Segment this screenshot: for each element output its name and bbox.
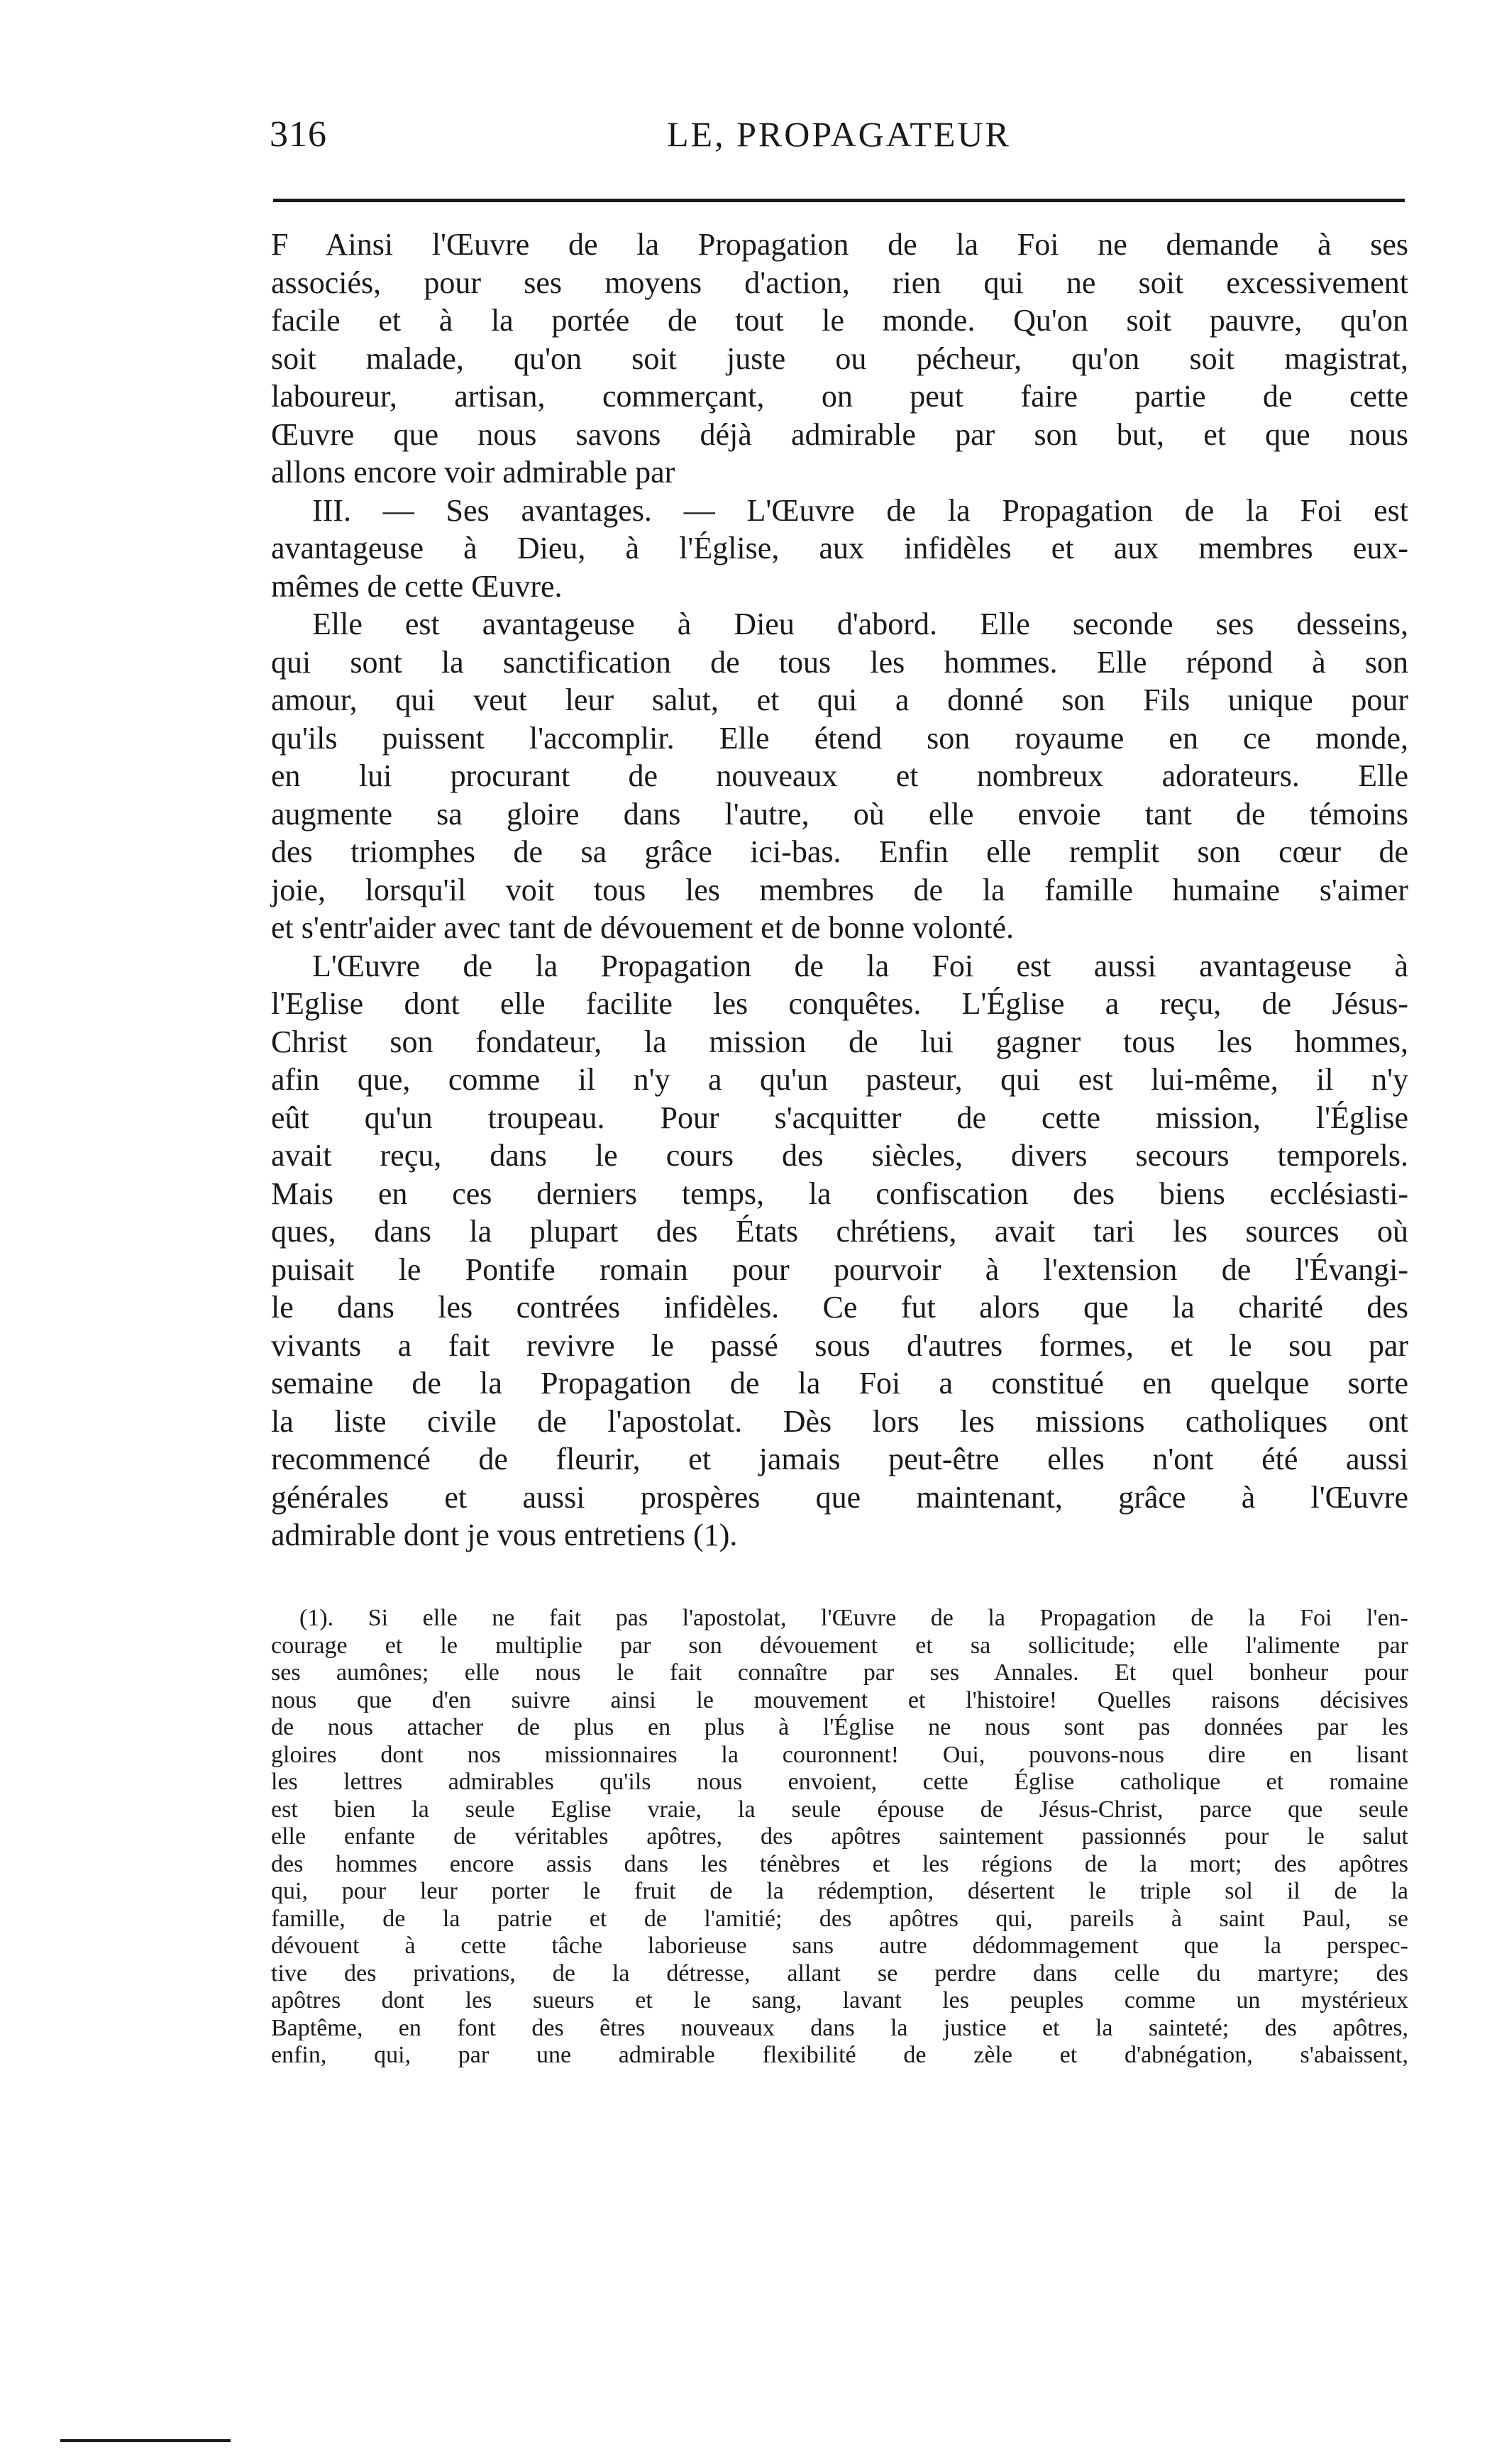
footnote-line: des hommes encore assis dans les ténèbres et les régions de la mort; des apôtres [271, 1850, 1408, 1877]
footnote-line: ses aumônes; elle nous le fait connaître par ses Annales. Et quel bonheur pour [271, 1659, 1408, 1686]
footnote-line: tive des privations, de la détresse, allant se perdre dans celle du martyre; des [271, 1960, 1408, 1987]
text-line: avait reçu, dans le cours des siècles, divers secours temporels. [271, 1138, 1408, 1173]
footnote-line: de nous attacher de plus en plus à l'Église ne nous sont pas données par les [271, 1714, 1408, 1740]
text-line: Christ son fondateur, la mission de lui gagner tous les hommes, [271, 1024, 1408, 1059]
text-line: eût qu'un troupeau. Pour s'acquitter de cette mission, l'Église [271, 1100, 1408, 1135]
footnote-line: nous que d'en suivre ainsi le mouvement et l'histoire! Quelles raisons décisives [271, 1686, 1408, 1713]
text-line: puisait le Pontife romain pour pourvoir à l'extension de l'Évangi- [271, 1252, 1408, 1287]
running-title: LE, PROPAGATEUR [667, 114, 1011, 154]
text-line: afin que, comme il n'y a qu'un pasteur, qui est lui-même, il n'y [271, 1062, 1408, 1097]
text-line: qu'ils puissent l'accomplir. Elle étend son royaume en ce monde, [271, 720, 1408, 756]
footnote-line: les lettres admirables qu'ils nous envoient, cette Église catholique et romaine [271, 1769, 1408, 1795]
footnote-line: apôtres dont les sueurs et le sang, lavant les peuples comme un mystérieux [271, 1987, 1408, 2013]
text-line: associés, pour ses moyens d'action, rien qui ne soit excessivement [271, 265, 1408, 300]
footnote-line: enfin, qui, par une admirable flexibilité de zèle et d'abnégation, s'abaissent, [271, 2042, 1408, 2068]
text-line: Œuvre que nous savons déjà admirable par son but, et que nous [271, 416, 1408, 452]
footnote-line: Baptême, en font des êtres nouveaux dans la justice et la sainteté; des apôtres, [271, 2014, 1408, 2041]
footnote-line: qui, pour leur porter le fruit de la rédemption, désertent le triple sol il de la [271, 1878, 1408, 1904]
text-line: avantageuse à Dieu, à l'Église, aux infidèles et aux membres eux- [271, 531, 1408, 565]
section-heading-line: III. — Ses avantages. — L'Œuvre de la Propagation de la Foi est [312, 492, 1408, 528]
text-line: allons encore voir admirable par [271, 455, 675, 490]
text-line: facile et à la portée de tout le monde. Qu'on soit pauvre, qu'on [271, 303, 1408, 338]
main-text [271, 226, 1408, 1554]
footnote-line: est bien la seule Eglise vraie, la seule épouse de Jésus-Christ, parce que seule [271, 1796, 1408, 1823]
text-line: amour, qui veut leur salut, et qui a donné son Fils unique pour [271, 683, 1408, 717]
footnote-line: elle enfante de véritables apôtres, des apôtres saintement passionnés pour le salut [271, 1823, 1408, 1850]
bottom-rule [60, 2439, 231, 2442]
text-line: admirable dont je vous entretiens (1). [271, 1518, 738, 1552]
text-line: F Ainsi l'Œuvre de la Propagation de la Foi ne demande à ses [271, 227, 1408, 262]
text-line: le dans les contrées infidèles. Ce fut alors que la charité des [271, 1290, 1408, 1325]
text-line: laboureur, artisan, commerçant, on peut faire partie de cette [271, 379, 1408, 414]
text-line: en lui procurant de nouveaux et nombreux adorateurs. Elle [271, 758, 1408, 793]
text-line: recommencé de fleurir, et jamais peut-être elles n'ont été aussi [271, 1442, 1408, 1476]
text-line: augmente sa gloire dans l'autre, où elle envoie tant de témoins [271, 796, 1408, 832]
footnote-line: famille, de la patrie et de l'amitié; des apôtres qui, pareils à saint Paul, se [271, 1905, 1408, 1932]
text-line: Mais en ces derniers temps, la confiscation des biens ecclésiasti- [271, 1176, 1408, 1211]
text-line: et s'entr'aider avec tant de dévouement et de bonne volonté. [271, 910, 1014, 945]
text-line: Elle est avantageuse à Dieu d'abord. Elle seconde ses desseins, [312, 607, 1408, 641]
text-line: des triomphes de sa grâce ici-bas. Enfin elle remplit son cœur de [271, 834, 1408, 869]
footnote-line: gloires dont nos missionnaires la couronnent! Oui, pouvons-nous dire en lisant [271, 1741, 1408, 1768]
text-line: la liste civile de l'apostolat. Dès lors les missions catholiques ont [271, 1403, 1408, 1439]
text-line: ques, dans la plupart des États chrétiens, avait tari les sources où [271, 1214, 1408, 1249]
footnote-line: (1). Si elle ne fait pas l'apostolat, l'Œuvre de la Propagation de la Foi l'en- [299, 1605, 1408, 1631]
footnote [271, 1605, 1408, 2070]
page-header [270, 114, 1405, 163]
footnote-line: dévouent à cette tâche laborieuse sans autre dédommagement que la perspec- [271, 1933, 1408, 1959]
text-line: semaine de la Propagation de la Foi a constitué en quelque sorte [271, 1366, 1408, 1400]
text-line: vivants a fait revivre le passé sous d'autres formes, et le sou par [271, 1327, 1408, 1363]
text-line: mêmes de cette Œuvre. [271, 568, 563, 604]
text-line: générales et aussi prospères que maintenant, grâce à l'Œuvre [271, 1479, 1408, 1515]
header-rule [273, 199, 1405, 202]
text-line: l'Eglise dont elle facilite les conquêtes. L'Église a reçu, de Jésus- [271, 986, 1408, 1021]
page-number: 316 [270, 114, 327, 155]
footnote-line: courage et le multiplie par son dévouement et sa sollicitude; elle l'alimente par [271, 1632, 1408, 1659]
text-line: joie, lorsqu'il voit tous les membres de la famille humaine s'aimer [271, 872, 1408, 907]
text-line: L'Œuvre de la Propagation de la Foi est aussi avantageuse à [312, 948, 1408, 983]
text-line: qui sont la sanctification de tous les hommes. Elle répond à son [271, 644, 1408, 680]
text-line: soit malade, qu'on soit juste ou pécheur, qu'on soit magistrat, [271, 341, 1408, 376]
